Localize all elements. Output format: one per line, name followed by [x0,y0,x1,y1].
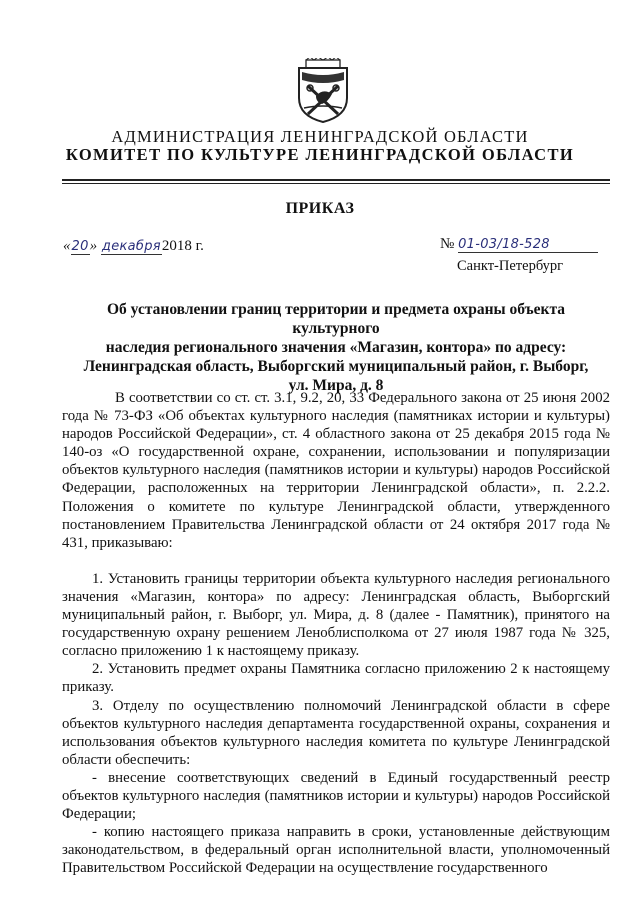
order-body [62,389,610,877]
order-date [63,238,204,255]
issue-city: Санкт-Петербург [457,258,564,274]
date-open-quote: « [63,238,71,254]
preamble-paragraph: В соответствии со ст. ст. 3.1, 9.2, 20, 33 Федерального закона от 25 июня 2002 года № 73-ФЗ «Об объектах культурного наследия (памятниках истории и культуры) народов Российской Федерации», ст. 4 областного закона от 25 декабря 2015 года № 140-оз «О государственной охране, сохранении, использовании и популяризации объектов культурного наследия (памятников истории и культуры) народов Российской Федерации, расположенных на территории Ленинградской области», п. 2.2.2. Положения о комитете по культуре Ленинградской области, утвержденного постановлением Правительства Ленинградской области от 24 октября 2017 года № 431, приказываю: [62,390,610,551]
leningrad-oblast-coat-of-arms-icon [296,58,350,124]
header-divider-thin [62,183,610,184]
date-month-handwritten: декабря [101,239,161,254]
organization-name-line-1: АДМИНИСТРАЦИЯ ЛЕНИНГРАДСКОЙ ОБЛАСТИ [111,127,529,146]
order-item-2: 2. Установить предмет охраны Памятника согласно приложению 2 к настоящему приказу. [62,661,610,696]
document-type-title: ПРИКАЗ [285,200,355,217]
order-item-3-subitem-a: - внесение соответствующих сведений в Единый государственный реестр объектов культурного наследия (памятников истории и культуры) народов Российской Федерации; [62,769,610,823]
date-day-handwritten: 20 [71,239,89,254]
organization-name-line-2: КОМИТЕТ ПО КУЛЬТУРЕ ЛЕНИНГРАДСКОЙ ОБЛАСТИ [65,145,575,164]
order-item-3-subitem-b: - копию настоящего приказа направить в сроки, установленные действующим законодательством, в федеральный орган исполнительной власти, уполномоченный Правительством Российской Федерации на осуществление государственного [62,824,610,877]
date-year: 2018 г. [161,238,204,254]
order-subject [62,300,610,395]
order-number-handwritten: 01-03/18-528 [458,237,598,253]
subject-line: наследия регионального значения «Магазин, контора» по адресу: [105,339,567,356]
order-item-3: 3. Отделу по осуществлению полномочий Ленинградской области в сфере объектов культурного наследия департамента государственной охраны, сохранения и использования объектов культурного наследия комитета по культуре Ленинградской области обеспечить: [62,697,610,768]
subject-line: Ленинградская область, Выборгский муниципальный район, г. Выборг, [83,358,589,375]
header-divider-thick [62,179,610,181]
order-item-1: 1. Установить границы территории объекта культурного наследия регионального значения «Магазин, контора» по адресу: Ленинградская область, Выборгский муниципальный район, г. Выборг, ул. Мира, д. 8 (далее - Памятник), принятого на государственную охрану решением Леноблисполкома от 27 июля 1987 года № 325, согласно приложению 1 к настоящему приказу. [62,570,610,660]
number-label: № [440,236,455,252]
subject-line: ул. Мира, д. 8 [288,377,384,394]
date-close-quote: » [89,238,98,254]
subject-line: Об установлении границ территории и предмета охраны объекта культурного [107,301,565,337]
order-number [440,236,598,253]
